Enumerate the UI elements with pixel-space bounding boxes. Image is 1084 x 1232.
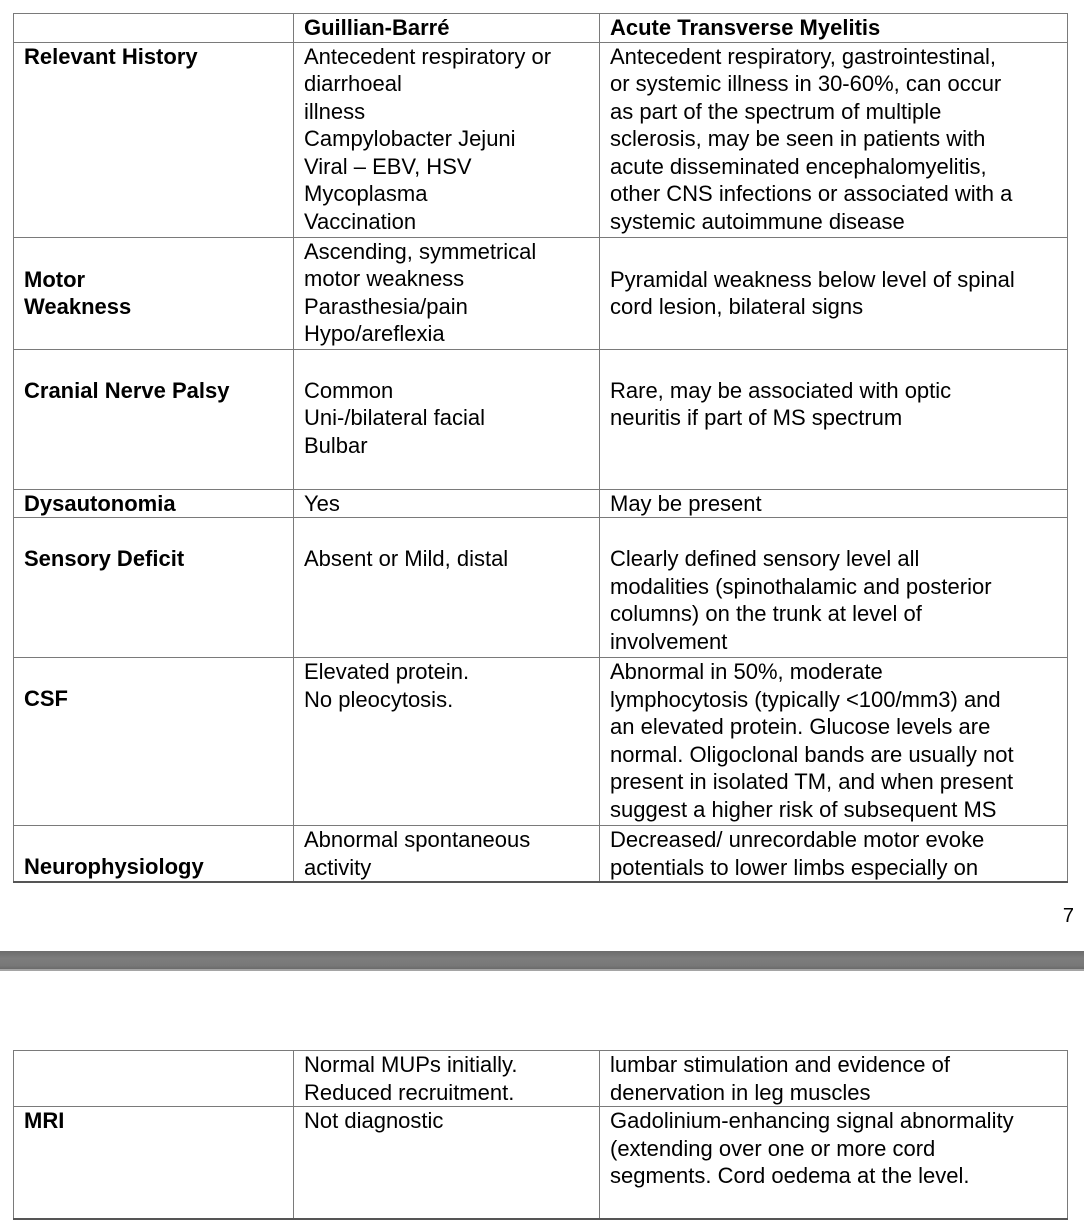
row-label-line: Dysautonomia <box>24 490 176 516</box>
cell-line: Elevated protein. <box>304 659 470 684</box>
cell-line: Parasthesia/pain <box>304 293 468 319</box>
gbs-cell <box>294 489 600 518</box>
gbs-cell <box>294 237 600 349</box>
cell-line: No pleocytosis. <box>304 686 454 712</box>
page-separator <box>0 951 1084 971</box>
cell-line: Pyramidal weakness below level of spinal <box>610 266 1015 292</box>
cell-line: normal. Oligoclonal bands are usually not <box>610 741 1014 767</box>
table-row-csf <box>14 658 1068 826</box>
atm-cell <box>600 489 1068 518</box>
cell-line: Decreased/ unrecordable motor evoke <box>610 827 985 852</box>
comparison-table <box>13 13 1068 883</box>
gbs-cell <box>294 658 600 826</box>
cell-line: Antecedent respiratory, gastrointestinal, <box>610 43 997 69</box>
cell-line: acute disseminated encephalomyelitis, <box>610 153 987 179</box>
cell-line: Rare, may be associated with optic <box>610 377 952 403</box>
header-acute-transverse-myelitis: Acute Transverse Myelitis <box>600 14 1068 43</box>
row-label <box>14 489 294 518</box>
atm-cell <box>600 1051 1068 1107</box>
cell-line: motor weakness <box>304 266 465 291</box>
gbs-cell <box>294 42 600 237</box>
table-row-cranial-nerve-palsy <box>14 349 1068 489</box>
cell-line: sclerosis, may be seen in patients with <box>610 126 986 151</box>
cell-line: Mycoplasma <box>304 181 428 206</box>
table-row-dysautonomia <box>14 489 1068 518</box>
cell-line: Clearly defined sensory level all <box>610 546 920 571</box>
atm-cell <box>600 237 1068 349</box>
row-label <box>14 42 294 237</box>
page-number: 7 <box>1062 905 1074 927</box>
cell-line: or systemic illness in 30-60%, can occur <box>610 71 1002 96</box>
table-row-neurophysiology <box>14 826 1068 883</box>
row-label <box>14 1107 294 1219</box>
cell-line: an elevated protein. Glucose levels are <box>610 714 991 739</box>
cell-line: neuritis if part of MS spectrum <box>610 405 903 430</box>
cell-line: diarrhoeal <box>304 71 402 96</box>
atm-cell <box>600 658 1068 826</box>
gbs-cell <box>294 518 600 658</box>
cell-line: activity <box>304 854 372 880</box>
cell-line: Not diagnostic <box>304 1108 444 1133</box>
cell-line: involvement <box>610 628 728 654</box>
gbs-cell <box>294 1107 600 1219</box>
cell-line: Bulbar <box>304 432 368 458</box>
cell-line: Normal MUPs initially. <box>304 1052 518 1077</box>
row-label <box>14 349 294 489</box>
cell-line: Ascending, symmetrical <box>304 238 537 264</box>
cell-line: Gadolinium-enhancing signal abnormality <box>610 1108 1014 1133</box>
row-label-line: Neurophysiology <box>24 854 204 879</box>
cell-line: Yes <box>304 490 340 516</box>
table-row-neurophysiology-continued <box>14 1051 1068 1107</box>
cell-line: Viral – EBV, HSV <box>304 153 472 179</box>
table-row-sensory-deficit <box>14 518 1068 658</box>
cell-line: potentials to lower limbs especially on <box>610 854 979 880</box>
row-label-line: Sensory Deficit <box>24 546 185 571</box>
row-label-line: Weakness <box>24 294 132 319</box>
cell-line: Abnormal in 50%, moderate <box>610 659 883 684</box>
cell-line: suggest a higher risk of subsequent MS <box>610 796 997 822</box>
row-label-line: Motor <box>24 266 86 292</box>
cell-line: Campylobacter Jejuni <box>304 126 516 151</box>
row-label <box>14 237 294 349</box>
row-label-line: CSF <box>24 686 68 711</box>
table-row-mri <box>14 1107 1068 1219</box>
atm-cell <box>600 826 1068 883</box>
cell-line: segments. Cord oedema at the level. <box>610 1163 970 1188</box>
row-label-line: MRI <box>24 1108 65 1133</box>
gbs-cell <box>294 1051 600 1107</box>
cell-line: present in isolated TM, and when present <box>610 769 1014 794</box>
header-guillian-barre: Guillian-Barré <box>294 14 600 43</box>
row-label-empty <box>14 1051 294 1107</box>
cell-line: columns) on the trunk at level of <box>610 601 922 626</box>
cell-line: cord lesion, bilateral signs <box>610 294 864 319</box>
cell-line: illness <box>304 98 366 124</box>
cell-line: as part of the spectrum of multiple <box>610 98 942 124</box>
atm-cell <box>600 349 1068 489</box>
cell-line: lumbar stimulation and evidence of <box>610 1052 950 1077</box>
row-label-line: Relevant History <box>24 43 198 69</box>
row-label <box>14 518 294 658</box>
table-row-motor-weakness <box>14 237 1068 349</box>
comparison-table-continued <box>13 1050 1068 1220</box>
cell-line: Uni-/bilateral facial <box>304 405 485 430</box>
gbs-cell <box>294 826 600 883</box>
cell-line: Abnormal spontaneous <box>304 827 531 852</box>
cell-line: Reduced recruitment. <box>304 1079 515 1105</box>
cell-line: (extending over one or more cord <box>610 1135 936 1161</box>
row-label <box>14 658 294 826</box>
atm-cell <box>600 42 1068 237</box>
row-label <box>14 826 294 883</box>
table-row-relevant-history <box>14 42 1068 237</box>
table-header-row <box>14 14 1068 43</box>
cell-line: Common <box>304 377 394 403</box>
cell-line: modalities (spinothalamic and posterior <box>610 573 992 599</box>
atm-cell <box>600 518 1068 658</box>
gbs-cell <box>294 349 600 489</box>
cell-line: Absent or Mild, distal <box>304 546 509 571</box>
cell-line: other CNS infections or associated with a <box>610 181 1013 206</box>
cell-line: Antecedent respiratory or <box>304 43 552 69</box>
cell-line: denervation in leg muscles <box>610 1079 871 1105</box>
cell-line: systemic autoimmune disease <box>610 208 905 234</box>
atm-cell <box>600 1107 1068 1219</box>
row-label-line: Cranial Nerve Palsy <box>24 377 230 403</box>
cell-line: Vaccination <box>304 208 417 234</box>
cell-line: Hypo/areflexia <box>304 321 445 346</box>
cell-line: lymphocytosis (typically <100/mm3) and <box>610 686 1001 712</box>
cell-line: May be present <box>610 490 762 516</box>
header-empty-cell <box>14 14 294 43</box>
